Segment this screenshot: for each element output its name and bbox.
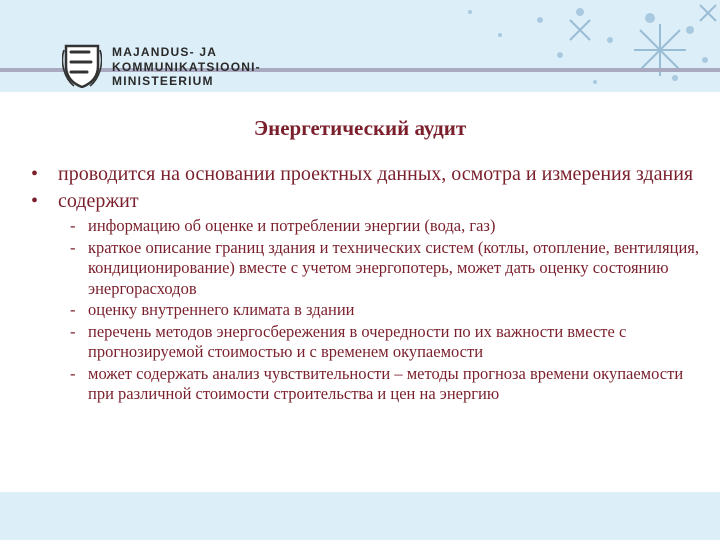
dash-icon: -	[70, 216, 76, 235]
org-line-2: KOMMUNIKATSIOONI-	[112, 59, 261, 74]
sub-item-text: информацию об оценке и потреблении энергии (вода, газ)	[88, 216, 496, 235]
sub-item	[70, 216, 708, 237]
bullet-text: содержит	[58, 190, 139, 212]
sub-item-text: краткое описание границ здания и технических систем (котлы, отопление, вентиляция, кондиционирование) вместе с учетом энергопотерь, может дать оценку состоянию энергорасходов	[88, 237, 699, 298]
bullet-text: проводится на основании проектных данных, осмотра и измерения здания	[58, 163, 694, 185]
dash-icon: -	[70, 300, 76, 319]
sub-item	[70, 364, 708, 405]
slide-content	[28, 162, 708, 406]
dash-icon: -	[70, 321, 76, 341]
sub-item	[70, 300, 708, 321]
coat-of-arms-icon	[62, 42, 102, 88]
slide-title: Энергетический аудит	[253, 116, 467, 140]
bullet-item	[28, 162, 708, 186]
bullet-item	[28, 189, 708, 213]
footer-band	[0, 492, 720, 540]
sub-item-text: перечень методов энергосбережения в очередности по их важности вместе с прогнозируемой стоимостью и с временем окупаемости	[88, 321, 627, 361]
sub-list	[28, 216, 708, 405]
org-line-3: MINISTEERIUM	[112, 74, 214, 88]
sub-item	[70, 322, 708, 363]
sub-item	[70, 238, 708, 300]
bullet-dot-icon: •	[31, 190, 39, 212]
org-line-1: MAJANDUS- JA	[112, 45, 218, 59]
header-band	[0, 0, 720, 92]
bullet-dot-icon: •	[31, 163, 39, 185]
header-divider	[0, 68, 720, 72]
dash-icon: -	[70, 363, 76, 383]
sub-item-text: может содержать анализ чувствительности – методы прогноза времени окупаемости при различной стоимости строительства и цен на энергию	[88, 363, 684, 403]
snowflake-decoration	[0, 0, 720, 92]
sub-item-text: оценку внутреннего климата в здании	[88, 300, 355, 319]
dash-icon: -	[70, 237, 76, 257]
ministry-logo-text	[112, 45, 261, 89]
